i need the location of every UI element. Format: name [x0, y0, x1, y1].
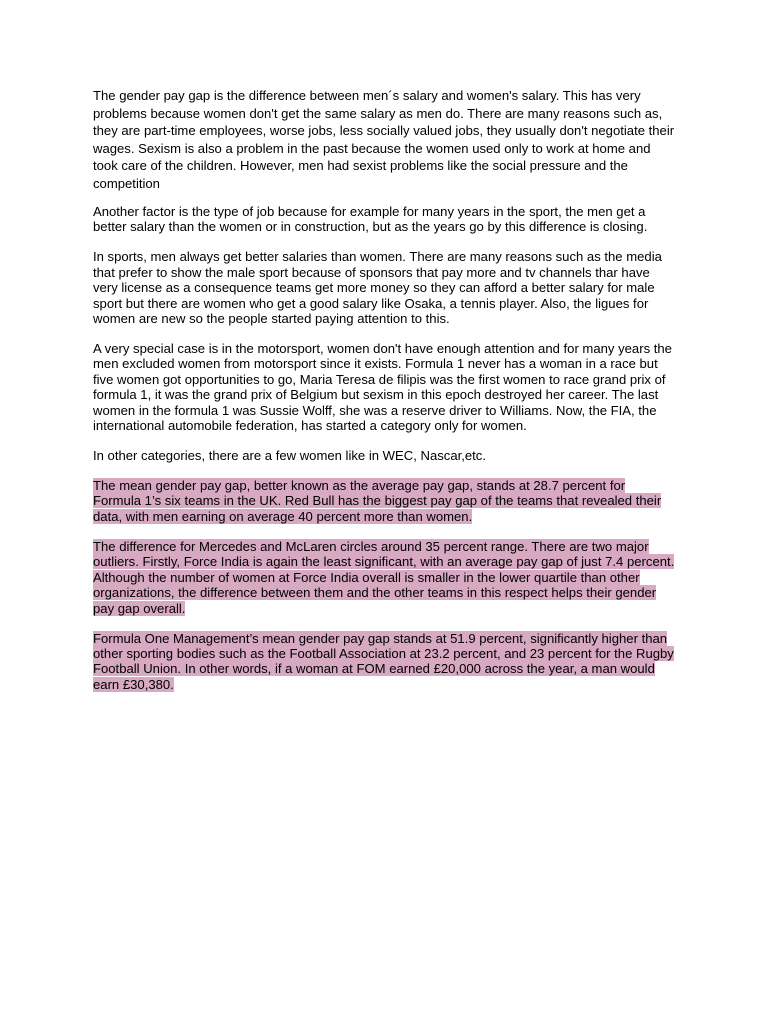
highlighted-text: The difference for Mercedes and McLaren circles around 35 percent range. There are two major outliers. Firstly, Force India is again the least significant, with an average pay gap of just 7.4 percent. Although the number of women at Force India overall is smaller in the lower quartile than other organizations, the difference between them and the other teams in this respect helps their gender pay gap overall. — [93, 538, 675, 616]
paragraph-other-categories — [93, 448, 676, 463]
document-body — [93, 87, 676, 707]
paragraph-highlight-fom — [93, 631, 676, 693]
paragraph-text: Another factor is the type of job because for example for many years in the sport, the men get a better salary than the women or in construction, but as the years go by this difference is closing. — [93, 204, 648, 235]
paragraph-motorsport — [93, 341, 676, 433]
paragraph-intro — [93, 87, 676, 192]
highlighted-text: The mean gender pay gap, better known as the average pay gap, stands at 28.7 percent for Formula 1’s six teams in the UK. Red Bull has the biggest pay gap of the teams that revealed their data, with men earning on average 40 percent more than women. — [93, 478, 662, 524]
highlighted-text: Formula One Management’s mean gender pay gap stands at 51.9 percent, significantly higher than other sporting bodies such as the Football Association at 23.2 percent, and 23 percent for the Rugby Football Union. In other words, if a woman at FOM earned £20,000 across the year, a man would earn £30,380. — [93, 630, 674, 692]
paragraph-text: In other categories, there are a few women like in WEC, Nascar,etc. — [93, 448, 486, 464]
paragraph-highlight-mercedes-mclaren — [93, 539, 676, 616]
paragraph-text: The gender pay gap is the difference between men´s salary and women's salary. This has very problems because women don't get the same salary as men do. There are many reasons such as, they are part-time employees, worse jobs, less socially valued jobs, they usually don't negotiate their wages. Sexism is also a problem in the past because the women used only to work at home and took care of the children. However, men had sexist problems like the social pressure and the competition — [93, 88, 675, 191]
paragraph-highlight-mean-gap — [93, 478, 676, 524]
paragraph-text: In sports, men always get better salaries than women. There are many reasons such as the media that prefer to show the male sport because of sponsors that pay more and tv channels thar have very license as a consequence teams get more money so they can afford a better salary for male sport but there are women who get a good salary like Osaka, a tennis player. Also, the ligues for women are new so the people started paying attention to this. — [93, 249, 662, 327]
paragraph-job-type — [93, 204, 676, 235]
paragraph-text: A very special case is in the motorsport, women don't have enough attention and for many years the men excluded women from motorsport since it exists. Formula 1 never has a woman in a race but five women got opportunities to go, Maria Teresa de filipis was the first women to race grand prix of formula 1, it was the grand prix of Belgium but sexism in this epoch destroyed her career. The last women in the formula 1 was Sussie Wolff, she was a reserve driver to Williams. Now, the FIA, the international automobile federation, has started a category only for women. — [93, 341, 672, 434]
paragraph-sports — [93, 249, 676, 326]
